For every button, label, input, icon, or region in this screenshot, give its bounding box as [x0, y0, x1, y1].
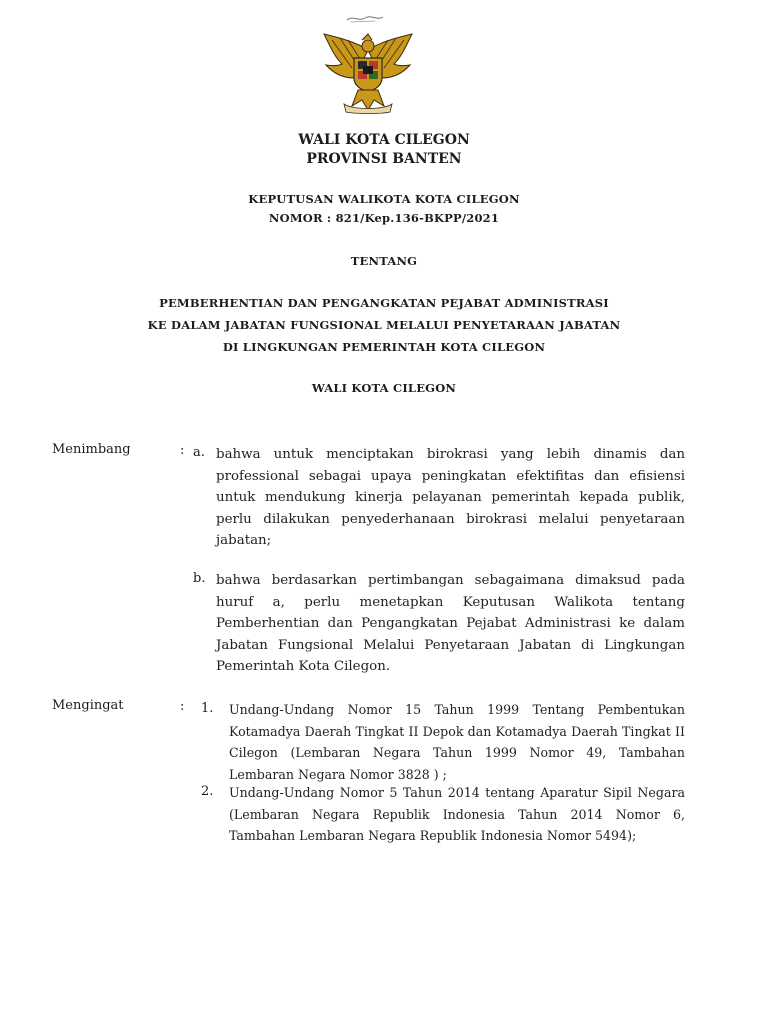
subject-line-2: KE DALAM JABATAN FUNGSIONAL MELALUI PENYETARAAN JABATAN	[147, 318, 621, 332]
issuer-heading: WALI KOTA CILEGON	[311, 381, 457, 395]
menimbang-item-b: bahwa berdasarkan pertimbangan sebagaimana dimaksud pada huruf a, perlu menetapkan Keputusan Walikota tentang Pemberhentian dan Pengangkatan Pejabat Administrasi ke dalam Jabatan Fungsional Melalui Penyetaraan Jabatan di Lingkungan Pemerintah Kota Cilegon.	[216, 573, 685, 675]
header-line-1: WALI KOTA CILEGON	[298, 132, 470, 148]
subject-line-1: PEMBERHENTIAN DAN PENGANGKATAN PEJABAT ADMINISTRASI	[159, 296, 609, 310]
mengingat-item-2: Undang-Undang Nomor 5 Tahun 2014 tentang Aparatur Sipil Negara (Lembaran Negara Republik Indonesia Tahun 2014 Nomor 6, Tambahan Lembaran Negara Republik Indonesia Nomor 5494);	[229, 785, 685, 844]
menimbang-marker-b: b.	[193, 571, 206, 586]
menimbang-item-a: bahwa untuk menciptakan birokrasi yang lebih dinamis dan professional sebagai upaya peningkatan efektifitas dan efisiensi untuk mendukung kinerja pelayanan pemerintah kepada publik, perlu dilakukan penyederhanaan birokrasi melalui penyetaraan jabatan;	[216, 447, 685, 549]
tentang-heading: TENTANG	[350, 254, 418, 268]
decree-title: KEPUTUSAN WALIKOTA KOTA CILEGON	[248, 192, 520, 206]
mengingat-marker-1: 1.	[201, 701, 214, 716]
mengingat-marker-2: 2.	[201, 784, 214, 799]
header-line-2: PROVINSI BANTEN	[306, 151, 462, 167]
menimbang-colon: :	[180, 443, 185, 458]
mengingat-colon: :	[180, 699, 185, 714]
mengingat-label: Mengingat	[52, 698, 124, 713]
subject-line-3: DI LINGKUNGAN PEMERINTAH KOTA CILEGON	[222, 340, 546, 354]
garuda-emblem-icon	[318, 32, 418, 114]
menimbang-marker-a: a.	[193, 445, 205, 460]
decree-number: NOMOR : 821/Kep.136-BKPP/2021	[268, 211, 500, 225]
menimbang-label: Menimbang	[52, 442, 131, 457]
handwritten-mark	[345, 12, 385, 24]
mengingat-item-1: Undang-Undang Nomor 15 Tahun 1999 Tentang Pembentukan Kotamadya Daerah Tingkat II Depok dan Kotamadya Daerah Tingkat II Cilegon (Lembaran Negara Tahun 1999 Nomor 49, Tambahan Lembaran Negara Nomor 3828 ) ;	[229, 702, 685, 782]
